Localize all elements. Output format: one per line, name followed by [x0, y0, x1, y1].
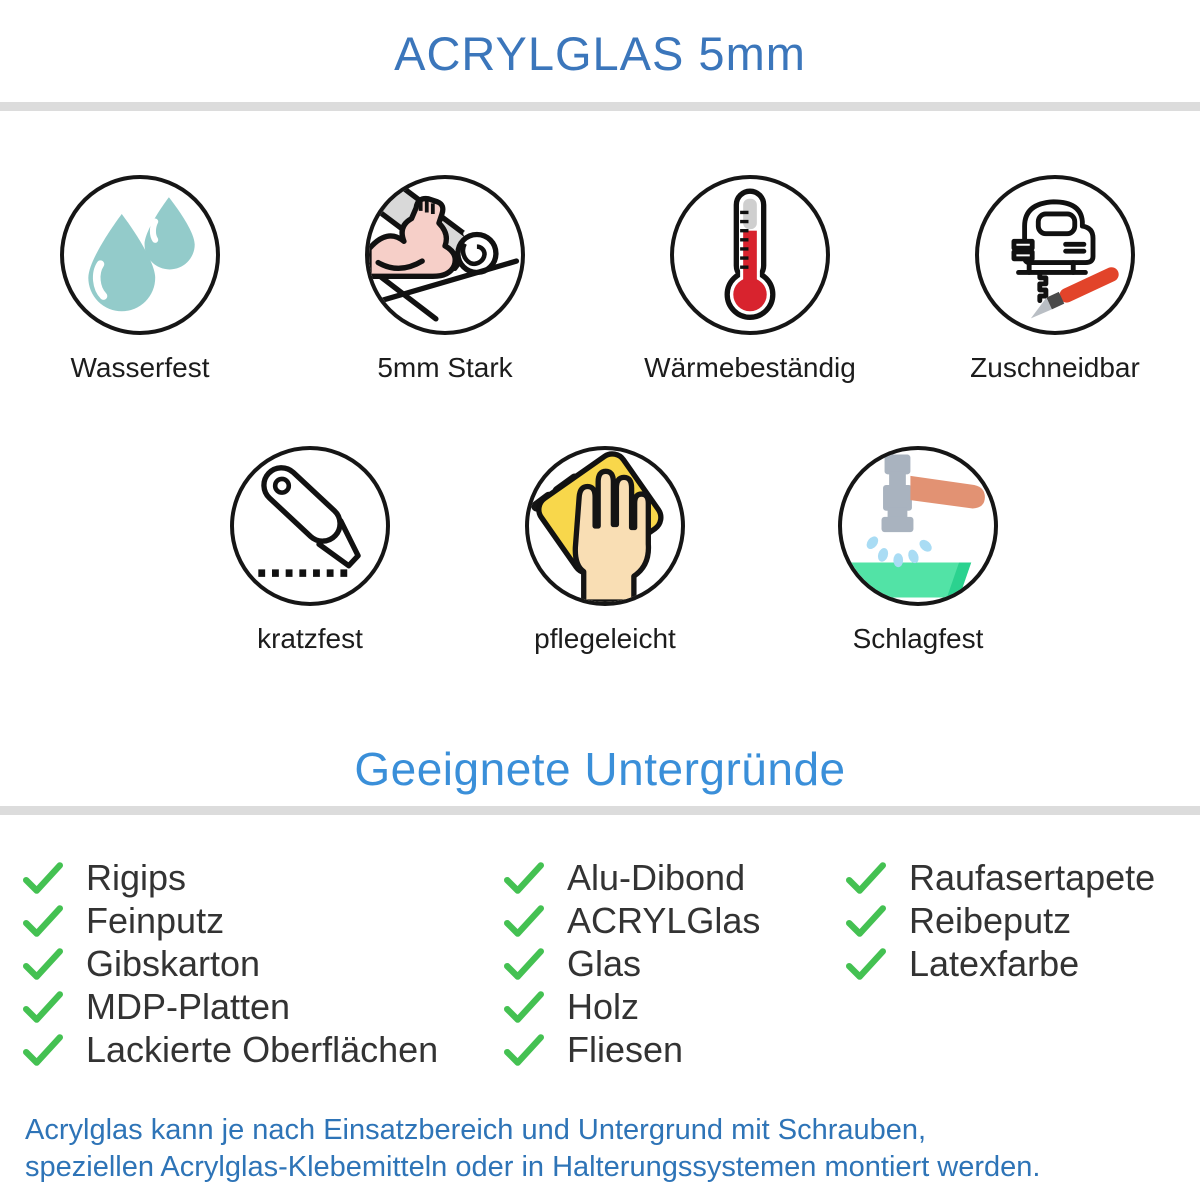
footer-note — [25, 1112, 1040, 1186]
surface-item — [23, 899, 438, 942]
feature-label: 5mm Stark — [377, 352, 513, 383]
feature-label: Wasserfest — [70, 352, 210, 383]
surface-label: Fliesen — [567, 1028, 684, 1070]
feature-schlagfest — [778, 446, 1058, 655]
surface-label: Lackierte Oberflächen — [86, 1028, 439, 1070]
hammer-surface-icon — [842, 450, 994, 602]
feature-circle — [525, 446, 685, 606]
check-icon — [846, 862, 886, 894]
check-icon — [846, 905, 886, 937]
divider — [0, 806, 1200, 815]
check-icon — [23, 862, 63, 894]
check-icon — [504, 862, 544, 894]
footer-line-2: speziellen Acrylglas-Klebemitteln oder in Halterungssystemen montiert werden. — [25, 1151, 1041, 1183]
feature-circle — [230, 446, 390, 606]
surface-label: Alu-Dibond — [567, 856, 746, 898]
thermometer-icon — [674, 179, 826, 331]
surface-item — [504, 942, 760, 985]
utility-knife-icon — [234, 450, 386, 602]
feature-5mm-stark — [305, 175, 585, 384]
surface-label: Raufasertapete — [909, 856, 1156, 898]
surface-item — [23, 856, 438, 899]
feature-label: Wärmebeständig — [644, 352, 856, 383]
surface-label: Holz — [567, 985, 640, 1027]
surface-label: Latexfarbe — [909, 942, 1080, 984]
hand-cloth-icon — [529, 450, 681, 602]
surface-item — [23, 985, 438, 1028]
check-icon — [23, 991, 63, 1023]
jigsaw-cutter-icon — [979, 179, 1131, 331]
feature-wasserfest — [0, 175, 280, 384]
surface-label: Feinputz — [86, 899, 225, 941]
check-icon — [23, 948, 63, 980]
surface-label: Rigips — [86, 856, 187, 898]
feature-label: kratzfest — [257, 623, 363, 654]
surface-label: Glas — [567, 942, 642, 984]
check-icon — [504, 991, 544, 1023]
feature-circle — [365, 175, 525, 335]
feature-zuschneidbar — [915, 175, 1195, 384]
water-drops-icon — [64, 179, 216, 331]
surface-item — [504, 899, 760, 942]
surface-label: MDP-Platten — [86, 985, 291, 1027]
check-icon — [846, 948, 886, 980]
surface-item — [846, 856, 1155, 899]
muscle-arm-sheet-icon — [369, 179, 521, 331]
feature-circle — [670, 175, 830, 335]
feature-label: Schlagfest — [852, 623, 984, 654]
surface-label: Reibeputz — [909, 899, 1072, 941]
feature-circle — [60, 175, 220, 335]
surface-item — [23, 942, 438, 985]
feature-kratzfest — [170, 446, 450, 655]
surfaces-column-2 — [504, 856, 760, 1071]
feature-label: pflegeleicht — [534, 623, 676, 654]
surfaces-heading: Geeignete Untergründe — [354, 743, 846, 795]
surface-item — [846, 899, 1155, 942]
feature-waermebestaendig — [610, 175, 890, 384]
check-icon — [504, 1034, 544, 1066]
feature-circle — [838, 446, 998, 606]
divider — [0, 102, 1200, 111]
surfaces-column-1 — [23, 856, 438, 1071]
surfaces-column-3 — [846, 856, 1155, 985]
surface-item — [23, 1028, 438, 1071]
surface-item — [504, 985, 760, 1028]
page-title: ACRYLGLAS 5mm — [394, 27, 806, 80]
feature-circle — [975, 175, 1135, 335]
feature-pflegeleicht — [465, 446, 745, 655]
surface-label: ACRYLGlas — [567, 899, 761, 941]
feature-label: Zuschneidbar — [970, 352, 1140, 383]
footer-line-1: Acrylglas kann je nach Einsatzbereich und Untergrund mit Schrauben, — [25, 1114, 927, 1146]
surface-item — [504, 856, 760, 899]
check-icon — [23, 1034, 63, 1066]
check-icon — [504, 905, 544, 937]
check-icon — [23, 905, 63, 937]
check-icon — [504, 948, 544, 980]
surface-item — [846, 942, 1155, 985]
surface-label: Gibskarton — [86, 942, 261, 984]
surface-item — [504, 1028, 760, 1071]
